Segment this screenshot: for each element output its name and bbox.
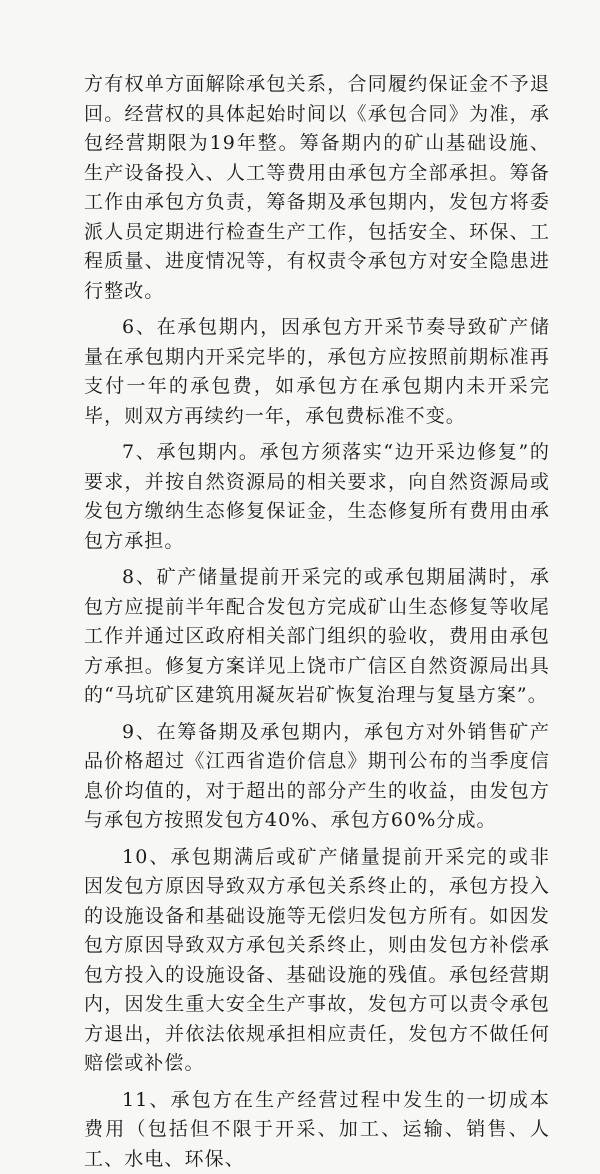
paragraph-clause-10: 10、承包期满后或矿产储量提前开采完的或非因发包方原因导致双方承包关系终止的，承包方投入的设施设备和基础设施等无偿归发包方所有。如因发包方原因导致双方承包关系终止，则由发包方补偿承包方投入的设施设备、基础设施的残值。承包经营期内，因发生重大安全生产事故，发包方可以责令承包方退出，并依法依规承担相应责任，发包方不做任何赔偿或补偿。 — [84, 843, 550, 1079]
paragraph-clause-8: 8、矿产储量提前开采完的或承包期届满时，承包方应提前半年配合发包方完成矿山生态修复等收尾工作并通过区政府相关部门组织的验收，费用由承包方承担。修复方案详见上饶市广信区自然资源局出具的“马坑矿区建筑用凝灰岩矿恢复治理与复垦方案”。 — [84, 563, 550, 711]
paragraph-clause-11: 11、承包方在生产经营过程中发生的一切成本费用（包括但不限于开采、加工、运输、销售、人工、水电、环保、 — [84, 1086, 550, 1174]
paragraph-clause-9: 9、在筹备期及承包期内，承包方对外销售矿产品价格超过《江西省造价信息》期刊公布的当季度信息价均值的，对于超出的部分产生的收益，由发包方与承包方按照发包方40%、承包方60%分成。 — [84, 718, 550, 836]
paragraph-clause-6: 6、在承包期内，因承包方开采节奏导致矿产储量在承包期内开采完毕的，承包方应按照前期标准再支付一年的承包费，如承包方在承包期内未开采完毕，则双方再续约一年，承包费标准不变。 — [84, 313, 550, 431]
paragraph-clause-7: 7、承包期内。承包方须落实“边开采边修复”的要求，并按自然资源局的相关要求，向自然资源局或发包方缴纳生态修复保证金，生态修复所有费用由承包方承担。 — [84, 438, 550, 556]
paragraph-continuation: 方有权单方面解除承包关系，合同履约保证金不予退回。经营权的具体起始时间以《承包合同》为准，承包经营期限为19年整。筹备期内的矿山基础设施、生产设备投入、人工等费用由承包方全部承担。筹备工作由承包方负责，筹备期及承包期内，发包方将委派人员定期进行检查生产工作，包括安全、环保、工程质量、进度情况等，有权责令承包方对安全隐患进行整改。 — [84, 70, 550, 306]
